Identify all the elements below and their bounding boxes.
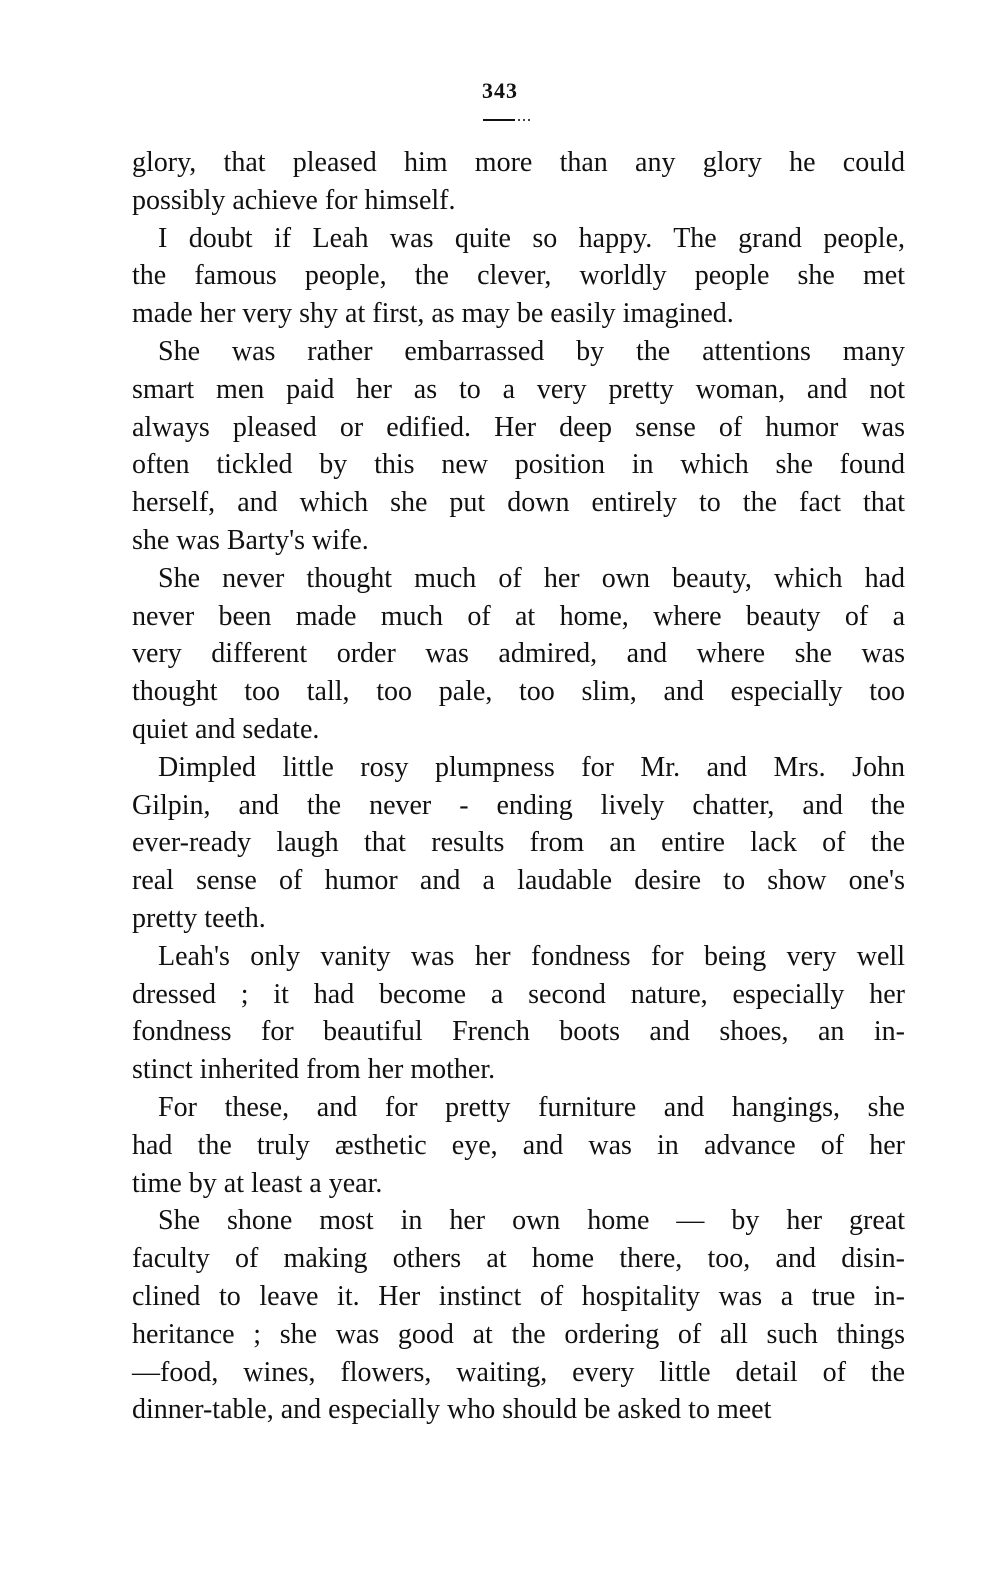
paragraph [132,938,905,1089]
text-line: herself, and which she put down entirely to the fact that [132,487,905,519]
paragraph [132,1089,905,1202]
text-line: clined to leave it. Her instinct of hospitality was a true in- [132,1280,905,1312]
text-line: dressed ; it had become a second nature, especially her [132,978,905,1010]
text-line: glory, that pleased him more than any glory he could [132,147,905,178]
text-line: quiet and sedate. [132,713,320,745]
page-number-rule-dots [518,119,532,121]
text-line: She shone most in her own home — by her great [158,1205,905,1237]
paragraph [132,144,905,220]
text-line: she was Barty's wife. [132,524,369,556]
text-line: fondness for beautiful French boots and shoes, an in- [132,1016,905,1048]
text-line: pretty teeth. [132,902,266,934]
text-line: always pleased or edified. Her deep sense of humor was [132,411,905,443]
text-line: For these, and for pretty furniture and hangings, she [158,1091,905,1123]
text-line: Gilpin, and the never - ending lively chatter, and the [132,789,905,821]
text-line: —food, wines, flowers, waiting, every little detail of the [132,1356,905,1388]
text-line: ever-ready laugh that results from an entire lack of the [132,827,905,859]
body-text [132,144,905,1429]
text-line: thought too tall, too pale, too slim, and especially too [132,676,905,708]
page-number-rule [483,119,515,121]
text-line: heritance ; she was good at the ordering of all such things [132,1318,905,1350]
paragraph [132,220,905,333]
paragraph [132,749,905,938]
text-line: dinner-table, and especially who should be asked to meet [132,1394,772,1426]
text-line: smart men paid her as to a very pretty woman, and not [132,373,905,405]
paragraph [132,560,905,749]
text-line: She was rather embarrassed by the attentions many [158,335,905,367]
paragraph [132,1202,905,1429]
text-line: She never thought much of her own beauty, which had [158,562,905,594]
text-line: often tickled by this new position in which she found [132,449,905,481]
text-line: Dimpled little rosy plumpness for Mr. and Mrs. John [158,751,905,783]
text-line: faculty of making others at home there, too, and disin- [132,1243,905,1275]
text-line: very different order was admired, and where she was [132,638,905,670]
text-line: had the truly æsthetic eye, and was in advance of her [132,1129,905,1161]
text-line: Leah's only vanity was her fondness for being very well [158,940,905,972]
text-line: real sense of humor and a laudable desire to show one's [132,865,905,897]
text-line: possibly achieve for himself. [132,184,456,216]
text-line: the famous people, the clever, worldly people she met [132,260,905,292]
page-number: 343 [482,78,518,103]
text-line: stinct inherited from her mother. [132,1054,496,1086]
text-line: made her very shy at first, as may be easily imagined. [132,298,734,330]
text-line: never been made much of at home, where beauty of a [132,600,905,632]
text-line: time by at least a year. [132,1167,383,1199]
paragraph [132,333,905,560]
text-line: I doubt if Leah was quite so happy. The grand people, [158,222,905,254]
